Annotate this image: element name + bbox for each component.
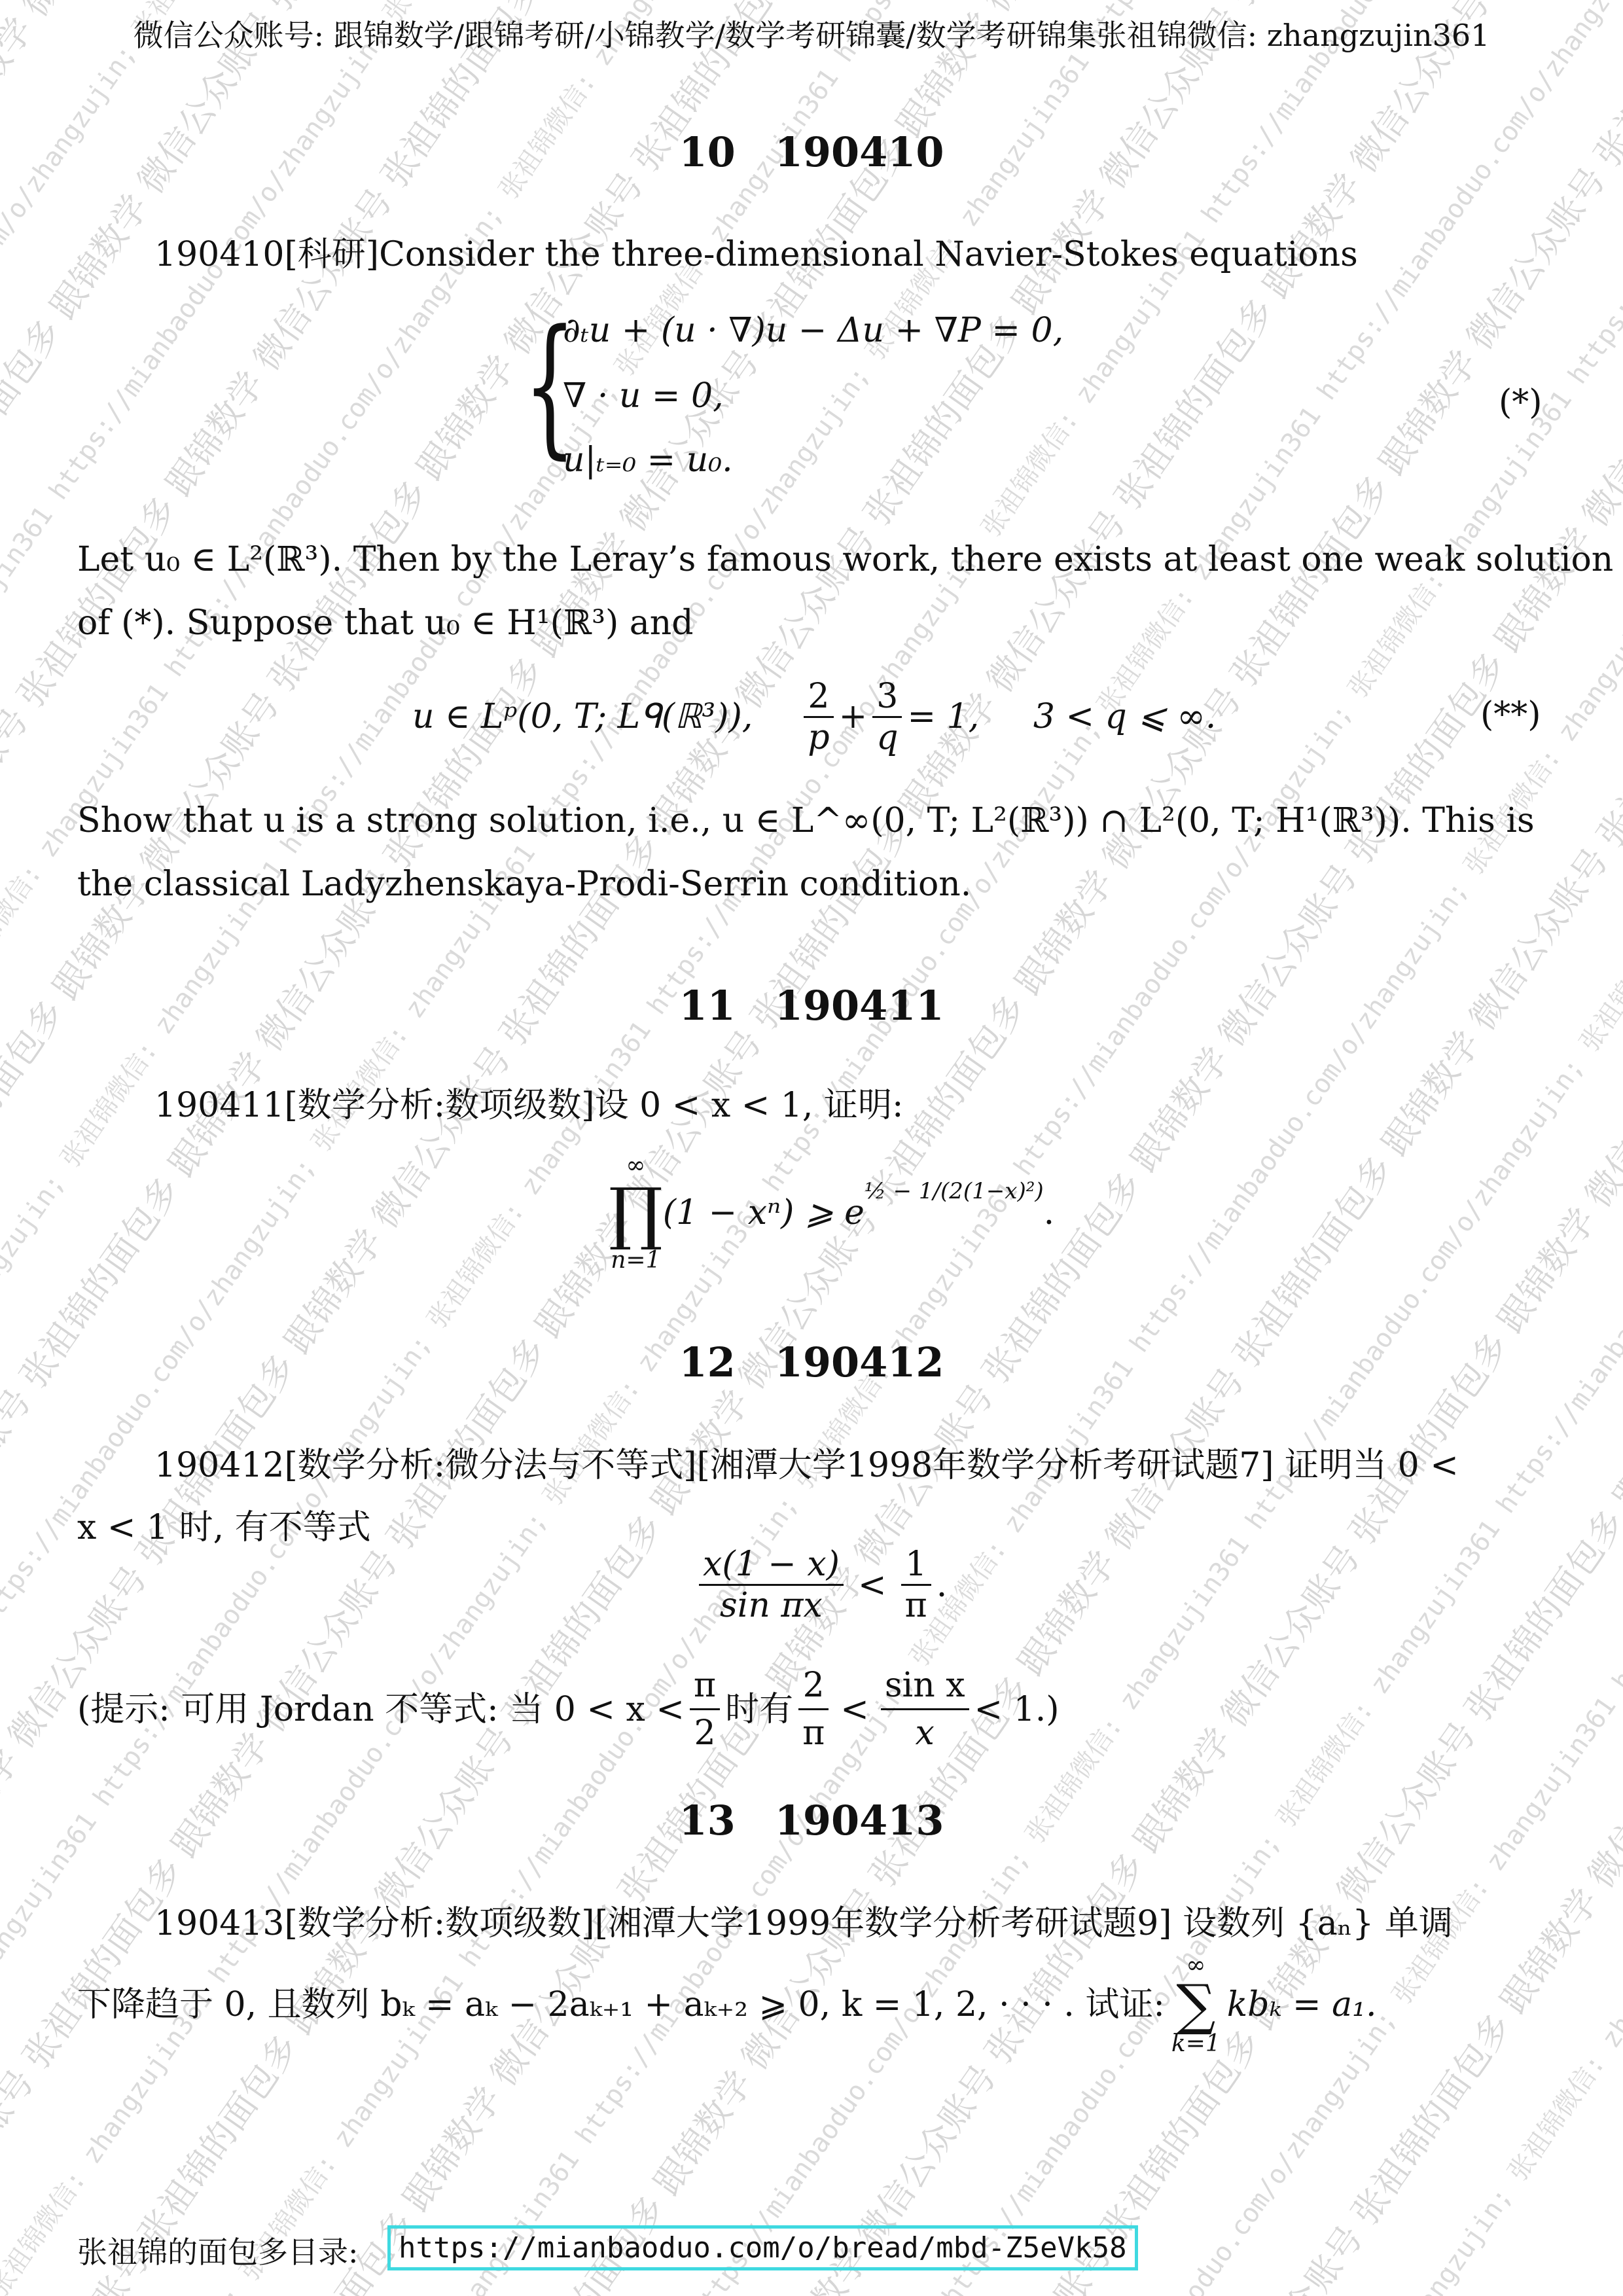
ns-eq-1: ∂ₜu + (u · ∇)u − Δu + ∇P = 0, xyxy=(563,311,1063,350)
hint-part-b: 时有 xyxy=(725,1677,793,1742)
sum-upper-limit: ∞ xyxy=(1171,1954,1221,1977)
section-10-intro: 190410[科研]Consider the three-dimensional Navier-Stokes equations xyxy=(154,223,1358,287)
watermark-line: 微信公众账号 张祖锦的面包多 跟锦数学 微信公众账号 张祖锦的面包多 跟锦数学 微信公众账号 张祖锦的面包多 跟锦数学 微信公众账号 张祖锦的面包多 跟锦数学 微信公众账号 xyxy=(0,0,1623,2296)
less-than: < xyxy=(858,1566,887,1605)
sum-lower-limit: k=1 xyxy=(1171,2032,1221,2056)
watermark-line: 张祖锦的面包多 跟锦数学 微信公众账号 xyxy=(0,0,1013,2098)
watermark-line: 张祖锦的面包多 跟锦数学 微信公众账号 张祖锦的面包多 跟锦数学 微信公众账号 张祖锦的面包多 跟锦数学 微信公众账号 张祖锦的面包多 跟锦数学 微信公众账号 张祖锦的面包多 xyxy=(0,0,1623,2296)
hint-part-a: (提示: 可用 Jordan 不等式: 当 0 < x < xyxy=(77,1677,685,1742)
watermark-line: 张祖锦的面包多 跟锦数学 微信公众账号 张祖锦的面包多 跟锦数学 xyxy=(365,155,1623,2296)
section-number: 10 xyxy=(679,128,735,176)
frac-den: sin πx xyxy=(699,1586,844,1625)
frac-den: 2 xyxy=(690,1710,720,1756)
product-upper-limit: ∞ xyxy=(609,1152,663,1179)
footer-link[interactable]: https://mianbaoduo.com/o/bread/mbd-Z5eVk58 xyxy=(387,2225,1138,2270)
watermark-line: 微信公众账号 张祖锦的面包多 跟锦数学 微信公众账号 张祖锦的面包多 xyxy=(0,0,1128,2274)
equation-number-star: (*) xyxy=(1499,383,1543,422)
section-12-line2: x < 1 时, 有不等式 xyxy=(77,1496,371,1560)
frac-den: π xyxy=(901,1586,931,1625)
section-13-line1: 190413[数学分析:数项级数][湘潭大学1999年数学分析考研试题9] 设数列 {aₙ} 单调 xyxy=(154,1892,1453,1956)
watermark-line: 微信公众账号 张祖锦的面包多 跟锦数学 微信公众账号 张祖锦的面包多 跟锦数学 微信公众账号 张祖锦的面包多 跟锦数学 xyxy=(0,0,1495,2296)
footer-label: 张祖锦的面包多目录: xyxy=(77,2229,359,2272)
section-12-line1: 190412[数学分析:微分法与不等式][湘潭大学1998年数学分析考研试题7] 证明当 0 < xyxy=(154,1433,1459,1498)
frac-den: p xyxy=(804,718,833,757)
sum-symbol: ∑ xyxy=(1171,1977,1221,2032)
frac-num: 2 xyxy=(798,1662,829,1710)
period: . xyxy=(936,1566,948,1605)
section-number: 13 xyxy=(679,1797,735,1844)
section-number: 12 xyxy=(679,1338,735,1386)
product-symbol: ∏ xyxy=(609,1179,663,1247)
frac-num: 2 xyxy=(804,677,833,718)
section-10-p3-line1: Show that u is a strong solution, i.e., u ∈ L^∞(0, T; L²(ℝ³)) ∩ L²(0, T; H¹(ℝ³)). This is xyxy=(77,789,1535,853)
section-10-p2-line1: Let u₀ ∈ L²(ℝ³). Then by the Leray’s famous work, there exists at least one weak solution xyxy=(77,528,1550,592)
equation-number-double-star: (**) xyxy=(1480,695,1541,734)
hint-part-c: < xyxy=(840,1677,869,1742)
frac-den: q xyxy=(872,718,902,757)
page-header: 微信公众账号: 跟锦数学/跟锦考研/小锦教学/数学考研锦囊/数学考研锦集张祖锦微信: zhangzujin361 xyxy=(0,12,1623,55)
frac-num: 1 xyxy=(901,1545,931,1586)
watermark-line: 跟锦数学 微信公众账号 张祖锦的面包多 跟锦数学 微信公众账号 张祖锦的面包多 跟锦数学 微信公众账号 张祖锦的面包多 跟锦数学 微信公众账号 xyxy=(0,0,1611,2296)
ns-eq-2: ∇ · u = 0, xyxy=(563,376,724,416)
frac-num: 3 xyxy=(872,677,902,718)
cond-right: = 1, 3 < q ⩽ ∞. xyxy=(907,697,1216,736)
watermark-line: 跟锦数学 微信公众账号 张祖锦的面包多 跟锦数学 微信公众账号 张祖锦的面包多 跟锦数学 微信公众账号 张祖锦的面包多 跟锦数学 微信公众账号 xyxy=(0,0,1623,2296)
exponent: ½ − 1/(2(1−x)²) xyxy=(865,1178,1044,1204)
frac-num: π xyxy=(690,1662,720,1710)
frac-num: sin x xyxy=(881,1662,969,1710)
product-body: (1 − xⁿ) ⩾ e xyxy=(663,1193,865,1232)
section-10-p2-line2: of (*). Suppose that u₀ ∈ H¹(ℝ³) and xyxy=(77,591,694,655)
sum-body: kbₖ = a₁. xyxy=(1227,1973,1377,2037)
hint-part-d: < 1.) xyxy=(974,1677,1060,1742)
plus-sign: + xyxy=(839,697,868,736)
watermark-line: 张祖锦的面包多 跟锦数学 微信公众账号 张祖锦的面包多 跟锦数学 微信公众账号 张祖锦的面包多 xyxy=(0,0,1380,2259)
section-11-intro: 190411[数学分析:数项级数]设 0 < x < 1, 证明: xyxy=(154,1073,903,1138)
period: . xyxy=(1044,1193,1055,1232)
section-code: 190413 xyxy=(775,1797,944,1844)
watermark-line: 跟锦数学 xyxy=(0,0,897,1920)
watermark-line: 跟锦数学 微信公众账号 张祖锦的面包多 跟锦数学 微信公众账号 张祖锦的面包多 跟锦数学 微信公众账号 张祖锦的面包多 xyxy=(134,0,1623,2296)
left-brace: { xyxy=(524,311,576,461)
product-lower-limit: n=1 xyxy=(609,1247,663,1274)
frac-num: x(1 − x) xyxy=(699,1545,844,1586)
section-number: 11 xyxy=(679,982,735,1030)
frac-den: π xyxy=(798,1710,829,1756)
section-10-p3-line2: the classical Ladyzhenskaya-Prodi-Serrin condition. xyxy=(77,852,971,916)
watermark-line: 张祖锦的面包多 跟锦数学 微信公众账号 xyxy=(616,139,1623,2296)
cond-left: u ∈ Lᵖ(0, T; Lᑫ(ℝ³)), xyxy=(412,697,753,736)
section-code: 190411 xyxy=(775,982,944,1030)
section-code: 190410 xyxy=(775,128,944,176)
section-13-text: 下降趋于 0, 且数列 bₖ = aₖ − 2aₖ₊₁ + aₖ₊₂ ⩾ 0, k = 1, 2, · · · . 试证: xyxy=(77,1973,1165,2037)
ns-eq-3: u|ₜ₌₀ = u₀. xyxy=(563,440,733,480)
frac-den: x xyxy=(881,1710,969,1756)
section-code: 190412 xyxy=(775,1338,944,1386)
watermark-line: 微信公众账号 张祖锦的面包多 跟锦数学 微信公众账号 张祖锦的面包多 跟锦数学 微信公众账号 xyxy=(249,0,1623,2296)
